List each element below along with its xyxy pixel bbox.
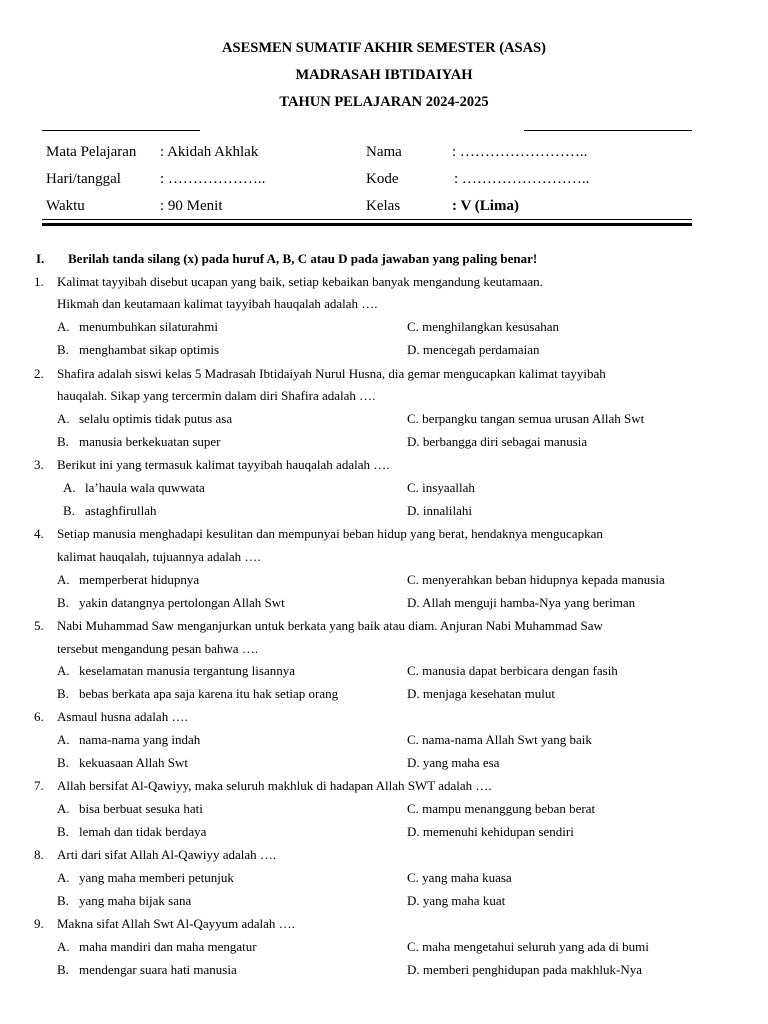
option-a[interactable]: A. bisa berbuat sesuka hati	[57, 801, 203, 816]
option-text: bisa berbuat sesuka hati	[79, 801, 203, 816]
option-text: manusia berkekuatan super	[79, 434, 221, 449]
option-a[interactable]: A. yang maha memberi petunjuk	[57, 870, 234, 885]
option-text: menjaga kesehatan mulut	[422, 686, 556, 701]
option-text: berbangga diri sebagai manusia	[422, 434, 588, 449]
class-label: Kelas	[366, 198, 401, 214]
option-text: memperberat hidupnya	[79, 572, 200, 587]
name-label: Nama	[366, 144, 402, 160]
option-d[interactable]: D. berbangga diri sebagai manusia	[407, 434, 588, 449]
question-number: 3.	[34, 457, 44, 472]
question-number: 4.	[34, 526, 44, 541]
option-text: innalilahi	[422, 503, 472, 518]
info-rule-thick	[42, 223, 692, 226]
header-school: MADRASAH IBTIDAIYAH	[295, 67, 473, 83]
option-text: selalu optimis tidak putus asa	[79, 411, 233, 426]
question-number: 9.	[34, 916, 44, 931]
question-text: hauqalah. Sikap yang tercermin dalam diri Shafira adalah ….	[57, 388, 376, 403]
option-b[interactable]: B. yakin datangnya pertolongan Allah Swt	[57, 595, 285, 610]
option-c[interactable]: C. manusia dapat berbicara dengan fasih	[407, 663, 618, 678]
option-text: la’haula wala quwwata	[85, 480, 205, 495]
question-text: Shafira adalah siswi kelas 5 Madrasah Ibtidaiyah Nurul Husna, dia gemar mengucapkan kalimat tayyibah	[57, 366, 606, 381]
option-b[interactable]: B. astaghfirullah	[63, 503, 157, 518]
question-text: Asmaul husna adalah ….	[57, 709, 188, 724]
option-d[interactable]: D. yang maha esa	[407, 755, 500, 770]
section-roman: I.	[36, 251, 45, 266]
option-a[interactable]: A. selalu optimis tidak putus asa	[57, 411, 233, 426]
option-a[interactable]: A. menumbuhkan silaturahmi	[57, 319, 219, 334]
option-c[interactable]: C. insyaallah	[407, 480, 475, 495]
option-text: mampu menanggung beban berat	[422, 801, 596, 816]
option-a[interactable]: A. nama-nama yang indah	[57, 732, 201, 747]
option-text: menghambat sikap optimis	[79, 342, 220, 357]
question-text: Arti dari sifat Allah Al-Qawiyy adalah ….	[57, 847, 277, 862]
option-d[interactable]: D. Allah menguji hamba-Nya yang beriman	[407, 595, 636, 610]
question-text: kalimat hauqalah, tujuannya adalah ….	[57, 549, 261, 564]
option-c[interactable]: C. nama-nama Allah Swt yang baik	[407, 732, 592, 747]
option-d[interactable]: D. innalilahi	[407, 503, 472, 518]
question-number: 5.	[34, 618, 44, 633]
option-b[interactable]: B. mendengar suara hati manusia	[57, 962, 237, 977]
option-text: insyaallah	[422, 480, 475, 495]
time-value: : 90 Menit	[160, 198, 223, 214]
option-text: astaghfirullah	[85, 503, 157, 518]
question-number: 2.	[34, 366, 44, 381]
question-text: Nabi Muhammad Saw menganjurkan untuk berkata yang baik atau diam. Anjuran Nabi Muhammad Saw	[57, 618, 603, 633]
option-c[interactable]: C. menyerahkan beban hidupnya kepada manusia	[407, 572, 665, 587]
option-text: menumbuhkan silaturahmi	[79, 319, 219, 334]
option-a[interactable]: A. memperberat hidupnya	[57, 572, 200, 587]
question-number: 1.	[34, 274, 44, 289]
question-text: Hikmah dan keutamaan kalimat tayyibah hauqalah adalah ….	[57, 296, 378, 311]
header-rule-left	[42, 130, 200, 131]
option-text: yakin datangnya pertolongan Allah Swt	[79, 595, 285, 610]
option-b[interactable]: B. yang maha bijak sana	[57, 893, 192, 908]
option-text: memenuhi kehidupan sendiri	[422, 824, 574, 839]
option-text: yang maha kuat	[422, 893, 506, 908]
option-d[interactable]: D. menjaga kesehatan mulut	[407, 686, 556, 701]
option-text: yang maha esa	[422, 755, 500, 770]
option-text: berpangku tangan semua urusan Allah Swt	[422, 411, 645, 426]
option-d[interactable]: D. memenuhi kehidupan sendiri	[407, 824, 574, 839]
option-d[interactable]: D. yang maha kuat	[407, 893, 506, 908]
option-text: Allah menguji hamba-Nya yang beriman	[422, 595, 636, 610]
option-text: menghilangkan kesusahan	[422, 319, 559, 334]
option-text: yang maha memberi petunjuk	[79, 870, 234, 885]
option-b[interactable]: B. menghambat sikap optimis	[57, 342, 220, 357]
option-b[interactable]: B. lemah dan tidak berdaya	[57, 824, 207, 839]
option-b[interactable]: B. bebas berkata apa saja karena itu hak setiap orang	[57, 686, 339, 701]
option-text: maha mandiri dan maha mengatur	[79, 939, 257, 954]
option-c[interactable]: C. berpangku tangan semua urusan Allah Swt	[407, 411, 645, 426]
day-label: Hari/tanggal	[46, 171, 121, 187]
subject-label: Mata Pelajaran	[46, 144, 137, 160]
option-b[interactable]: B. manusia berkekuatan super	[57, 434, 221, 449]
header-rule-right	[524, 130, 692, 131]
question-number: 6.	[34, 709, 44, 724]
option-text: yang maha bijak sana	[79, 893, 192, 908]
question-number: 7.	[34, 778, 44, 793]
question-text: tersebut mengandung pesan bahwa ….	[57, 641, 259, 656]
option-text: bebas berkata apa saja karena itu hak setiap orang	[79, 686, 339, 701]
option-text: lemah dan tidak berdaya	[79, 824, 207, 839]
option-text: mencegah perdamaian	[422, 342, 540, 357]
option-text: nama-nama Allah Swt yang baik	[422, 732, 592, 747]
subject-value: : Akidah Akhlak	[160, 144, 259, 160]
question-text: Setiap manusia menghadapi kesulitan dan mempunyai beban hidup yang berat, hendaknya mengucapkan	[57, 526, 603, 541]
option-d[interactable]: D. mencegah perdamaian	[407, 342, 540, 357]
class-value: : V (Lima)	[452, 198, 519, 214]
question-text: Makna sifat Allah Swt Al-Qayyum adalah ….	[57, 916, 295, 931]
option-text: keselamatan manusia tergantung lisannya	[79, 663, 295, 678]
option-d[interactable]: D. memberi penghidupan pada makhluk-Nya	[407, 962, 643, 977]
option-text: maha mengetahui seluruh yang ada di bumi	[422, 939, 649, 954]
header-year: TAHUN PELAJARAN 2024-2025	[279, 94, 489, 110]
option-b[interactable]: B. kekuasaan Allah Swt	[57, 755, 189, 770]
option-c[interactable]: C. yang maha kuasa	[407, 870, 512, 885]
option-a[interactable]: A. keselamatan manusia tergantung lisannya	[57, 663, 295, 678]
option-text: kekuasaan Allah Swt	[79, 755, 189, 770]
code-field: : ……………………..	[454, 171, 590, 187]
option-a[interactable]: A. la’haula wala quwwata	[63, 480, 205, 495]
question-number: 8.	[34, 847, 44, 862]
name-field: : ……………………..	[452, 144, 588, 160]
header-title: ASESMEN SUMATIF AKHIR SEMESTER (ASAS)	[222, 40, 546, 56]
option-a[interactable]: A. maha mandiri dan maha mengatur	[57, 939, 257, 954]
section-instruction: Berilah tanda silang (x) pada huruf A, B, C atau D pada jawaban yang paling benar!	[68, 251, 538, 266]
option-text: menyerahkan beban hidupnya kepada manusia	[422, 572, 665, 587]
question-text: Kalimat tayyibah disebut ucapan yang baik, setiap kebaikan banyak mengandung keutamaan.	[57, 274, 543, 289]
option-text: nama-nama yang indah	[79, 732, 201, 747]
option-c[interactable]: C. mampu menanggung beban berat	[407, 801, 596, 816]
code-label: Kode	[366, 171, 399, 187]
time-label: Waktu	[46, 198, 85, 214]
option-text: mendengar suara hati manusia	[79, 962, 237, 977]
option-text: memberi penghidupan pada makhluk-Nya	[422, 962, 643, 977]
day-field: : ………………..	[160, 171, 266, 187]
info-rule-thin	[42, 219, 692, 220]
question-text: Berikut ini yang termasuk kalimat tayyibah hauqalah adalah ….	[57, 457, 390, 472]
option-text: yang maha kuasa	[422, 870, 512, 885]
option-c[interactable]: C. maha mengetahui seluruh yang ada di bumi	[407, 939, 649, 954]
question-text: Allah bersifat Al-Qawiyy, maka seluruh makhluk di hadapan Allah SWT adalah ….	[57, 778, 492, 793]
option-c[interactable]: C. menghilangkan kesusahan	[407, 319, 559, 334]
option-text: manusia dapat berbicara dengan fasih	[422, 663, 618, 678]
